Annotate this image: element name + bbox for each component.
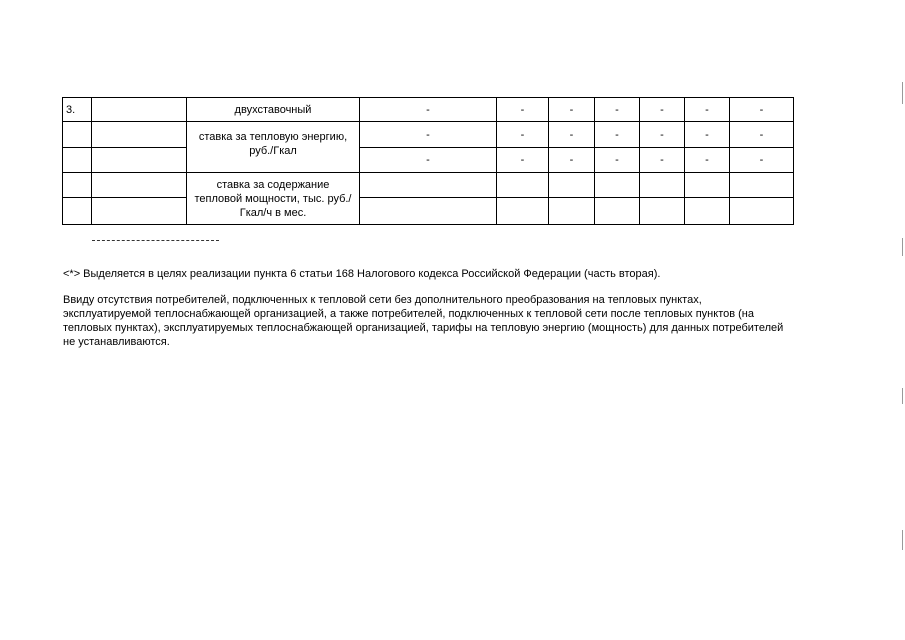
table-cell (92, 148, 187, 173)
row-number (63, 122, 92, 148)
table-cell (595, 173, 640, 198)
table-cell: - (595, 98, 640, 122)
table-cell (730, 198, 794, 225)
table-cell: - (549, 148, 595, 173)
table-row (63, 122, 794, 148)
table-cell (685, 198, 730, 225)
table-cell (497, 198, 549, 225)
paragraph-line: не устанавливаются. (63, 336, 170, 348)
row-number (63, 173, 92, 198)
table-cell (685, 173, 730, 198)
table-cell: - (360, 98, 497, 122)
scan-edge-mark (902, 238, 903, 256)
table-cell: - (360, 148, 497, 173)
paragraph-line: тепловых пунктах), эксплуатируемых теплоснабжающей организацией, тарифы на тепловую энергию (мощность) для данных потребителей (63, 322, 784, 334)
scan-edge-mark (902, 388, 903, 404)
table-cell (549, 198, 595, 225)
paragraph-line: эксплуатируемой теплоснабжающей организацией, а также потребителей, подключенных к тепловой сети после тепловых пунктов (на (63, 308, 754, 320)
table-cell (92, 98, 187, 122)
table-cell (92, 198, 187, 225)
table-cell (730, 173, 794, 198)
scan-edge-mark (902, 82, 903, 104)
table-cell: - (730, 148, 794, 173)
table-cell (360, 173, 497, 198)
table-cell (595, 198, 640, 225)
row-number (63, 148, 92, 173)
tariff-table (62, 97, 794, 225)
footnote: <*> Выделяется в целях реализации пункта 6 статьи 168 Налогового кодекса Российской Федерации (часть вторая). (63, 268, 661, 280)
table-cell: - (360, 122, 497, 148)
table-cell (92, 122, 187, 148)
row-number (63, 198, 92, 225)
table-cell (497, 173, 549, 198)
table-cell: - (640, 148, 685, 173)
table-row (63, 148, 794, 173)
table-cell (640, 198, 685, 225)
table-cell: - (640, 122, 685, 148)
scan-edge-mark (902, 530, 903, 550)
row-label: двухставочный (187, 98, 360, 122)
table-row (63, 198, 794, 225)
table-cell: - (497, 122, 549, 148)
row-label: ставка за тепловую энергию, руб./Гкал (187, 122, 360, 173)
table-cell: - (497, 148, 549, 173)
table-cell: - (685, 122, 730, 148)
table-cell: - (595, 122, 640, 148)
table-cell: - (640, 98, 685, 122)
table-row (63, 173, 794, 198)
table-cell (360, 198, 497, 225)
table-cell (640, 173, 685, 198)
table-cell (549, 173, 595, 198)
table-cell: - (685, 148, 730, 173)
row-label: ставка за содержание тепловой мощности, тыс. руб./Гкал/ч в мес. (187, 173, 360, 225)
table-cell: - (549, 98, 595, 122)
table-cell: - (497, 98, 549, 122)
paragraph-line: Ввиду отсутствия потребителей, подключенных к тепловой сети без дополнительного преобразования на тепловых пунктах, (63, 294, 702, 306)
table-cell: - (730, 98, 794, 122)
row-number: 3. (63, 98, 92, 122)
table-cell: - (595, 148, 640, 173)
footnote-separator (92, 240, 219, 241)
explanatory-paragraph (63, 293, 853, 349)
table-cell: - (549, 122, 595, 148)
table-cell (92, 173, 187, 198)
table-row (63, 98, 794, 122)
table-cell: - (730, 122, 794, 148)
table-cell: - (685, 98, 730, 122)
